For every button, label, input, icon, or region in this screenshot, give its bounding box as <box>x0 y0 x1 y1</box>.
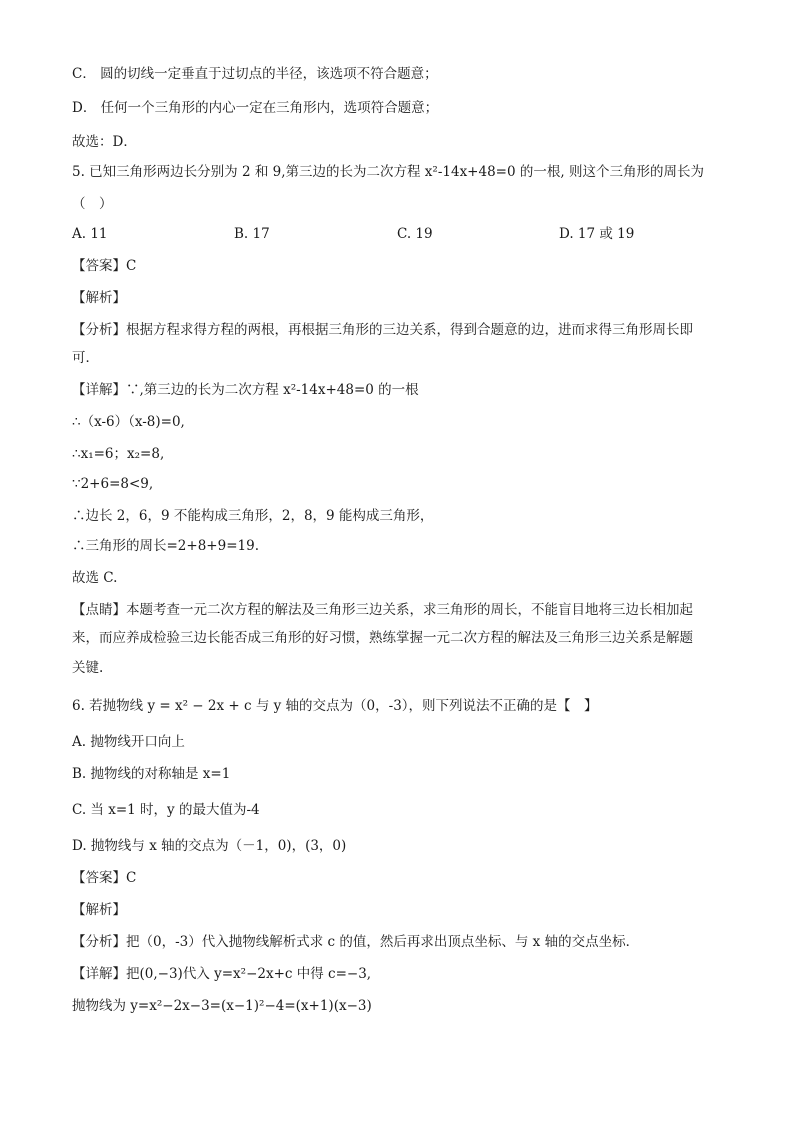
q6-analysis: 【分析】把（0，-3）代入抛物线解析式求 c 的值，然后再求出顶点坐标、与 x 轴的交点坐标． <box>72 934 640 950</box>
question-5-bracket: （ ） <box>72 196 113 212</box>
q6-analysis-heading: 【解析】 <box>72 902 126 918</box>
q5-detail-line-2: ∴（x-6）（x-8)=0, <box>72 414 185 430</box>
q6-option-a: A. 抛物线开口向上 <box>72 734 185 750</box>
q5-detail-line-1: 【详解】∵,第三边的长为二次方程 x²-14x+48=0 的一根 <box>72 382 419 398</box>
q5-analysis-line-2: 可． <box>72 350 99 366</box>
q6-detail-line-1: 【详解】把(0,−3)代入 y=x²−2x+c 中得 c=−3, <box>72 966 372 982</box>
q5-analysis-line-1: 【分析】根据方程求得方程的两根，再根据三角形的三边关系，得到合题意的边，进而求得三角形周长即 <box>72 322 693 338</box>
q6-answer: 【答案】C <box>72 870 137 886</box>
q6-option-c: C. 当 x=1 时，y 的最大值为-4 <box>72 802 260 818</box>
q5-comment-line-2: 来，而应养成检验三边长能否成三角形的好习惯，熟练掌握一元二次方程的解法及三角形三边关系是解题 <box>72 630 693 646</box>
q5-option-b: B. 17 <box>234 226 270 242</box>
q5-detail-line-6: ∴三角形的周长=2+8+9=19. <box>72 538 259 554</box>
q6-detail-line-2: 抛物线为 y=x²−2x−3=(x−1)²−4=(x+1)(x−3) <box>72 998 372 1014</box>
question-5-stem: 5. 已知三角形两边长分别为 2 和 9,第三边的长为二次方程 x²-14x+48=0 的一根, 则这个三角形的周长为 <box>72 164 704 180</box>
q5-comment-line-3: 关键. <box>72 660 104 676</box>
q5-detail-line-3: ∴x₁=6；x₂=8, <box>72 446 165 462</box>
q5-analysis-heading: 【解析】 <box>72 290 126 306</box>
q5-detail-line-4: ∵2+6=8<9, <box>72 476 154 492</box>
option-c-explanation: C． 圆的切线一定垂直于过切点的半径，该选项不符合题意； <box>72 66 438 82</box>
q5-option-c: C. 19 <box>397 226 433 242</box>
q5-option-d: D. 17 或 19 <box>559 226 635 242</box>
q5-comment-line-1: 【点睛】本题考查一元二次方程的解法及三角形三边关系，求三角形的周长，不能盲目地将三边长相加起 <box>72 602 693 618</box>
q6-option-d: D. 抛物线与 x 轴的交点为（－1，0)，(3，0) <box>72 838 347 854</box>
question-6-stem: 6. 若抛物线 y = x² − 2x + c 与 y 轴的交点为（0，-3），则下列说法不正确的是【 】 <box>72 698 598 714</box>
q5-detail-line-7: 故选 C. <box>72 570 118 586</box>
conclusion-q4: 故选：D． <box>72 134 137 150</box>
q5-detail-line-5: ∴边长 2，6，9 不能构成三角形，2，8，9 能构成三角形， <box>72 508 434 524</box>
q5-option-a: A. 11 <box>72 226 108 242</box>
q5-answer: 【答案】C <box>72 258 137 274</box>
option-d-explanation: D． 任何一个三角形的内心一定在三角形内，选项符合题意； <box>72 100 439 116</box>
q6-option-b: B. 抛物线的对称轴是 x=1 <box>72 766 231 782</box>
